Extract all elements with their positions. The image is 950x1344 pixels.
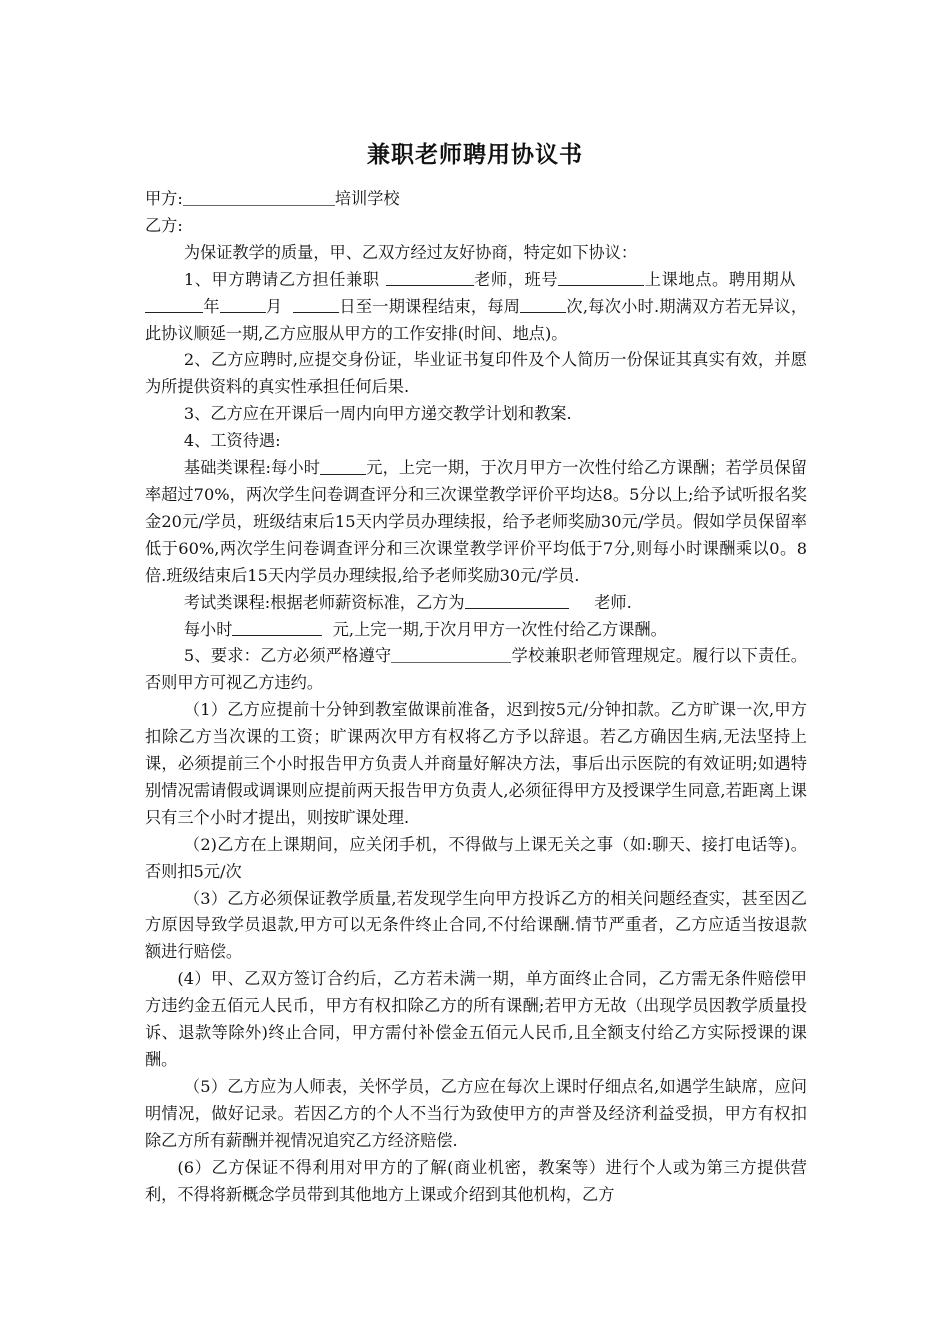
day-blank[interactable] <box>293 295 339 313</box>
clause-5 <box>145 643 807 697</box>
clause-1-text-a: 1、甲方聘请乙方担任兼职 <box>183 269 380 289</box>
exam-hourly-text-a: 每小时 <box>183 619 233 639</box>
party-a-line <box>145 186 807 213</box>
clause-3: 3、乙方应在开课后一周内向甲方递交教学计划和教案. <box>183 404 572 424</box>
school-name-blank[interactable] <box>391 645 511 663</box>
intro-paragraph: 为保证教学的质量，甲、乙双方经过友好协商，特定如下协议： <box>183 242 638 262</box>
clause-1-text-c: 上课地点 <box>644 269 713 289</box>
party-a-blank[interactable] <box>183 188 335 206</box>
exam-course-text-b: 老师. <box>594 592 632 612</box>
clause-1-text-f: 月 <box>265 296 283 316</box>
clause-5-text-b: 学校兼职老师管理规定。履行以下责任。否则甲方可视乙方违约。 <box>145 646 807 693</box>
clause-4-heading: 4、工资待遇: <box>183 431 281 451</box>
month-blank[interactable] <box>220 295 266 313</box>
year-blank[interactable] <box>145 295 203 313</box>
times-per-week-blank[interactable] <box>520 295 566 313</box>
party-b-line <box>145 213 807 240</box>
exam-hourly-pay <box>145 617 807 644</box>
requirement-2: （2)乙方在上课期间，应关闭手机，不得做与上课无关之事（如:聊天、接打电话等)。否则扣5元/次 <box>145 834 807 881</box>
clause-2: 2、乙方应聘时,应提交身份证，毕业证书复印件及个人简历一份保证其真实有效，并愿为所提供资料的真实性承担任何后果. <box>145 350 807 397</box>
exam-hourly-rate-blank[interactable] <box>232 618 322 636</box>
party-b-label: 乙方: <box>145 215 183 235</box>
clause-1-text-g: 日至一期课程结束，每周 <box>339 296 521 316</box>
clause-1 <box>145 267 807 348</box>
exam-hourly-text-b: 元,上完一期,于次月甲方一次性付给乙方课酬。 <box>332 619 667 639</box>
exam-course-pay <box>145 590 807 617</box>
requirement-4: (4）甲、乙双方签订合约后，乙方若未满一期，单方面终止合同，乙方需无条件赔偿甲方违约金五佰元人民币，甲方有权扣除乙方的所有课酬;若甲方无故（出现学员因教学质量投诉、退款等除外)终止合同，甲方需付补偿金五佰元人民币,且全额支付给乙方实际授课的课酬。 <box>145 969 807 1069</box>
position-blank[interactable] <box>386 268 474 286</box>
clause-1-text-h: 次,每次小时.期满双方若无异议，此协议顺延一期,乙方应服从甲方的工作安排(时间、地点)。 <box>145 296 808 343</box>
requirement-3: （3）乙方必须保证教学质量,若发现学生向甲方投诉乙方的相关问题经查实，甚至因乙方原因导致学员退款,甲方可以无条件终止合同,不付给课酬.情节严重者，乙方应适当按退款额进行赔偿。 <box>145 888 807 962</box>
clause-1-text-d: 。聘用期从 <box>712 269 797 289</box>
clause-5-text-a: 5、要求：乙方必须严格遵守 <box>183 646 392 666</box>
basic-course-text-b: 元，上完一期，于次月甲方一次性付给乙方课酬；若学员保留率超过70%，两次学生问卷调查评分和三次课堂教学评价平均达8。5分以上;给予试听报名奖金20元/学员，班级结束后15天内学员办理续报，给予老师奖励30元/学员。假如学员保留率低于60%,两次学生问卷调查评分和三次课堂教学评价平均低于7分,则每小时课酬乘以0。8倍.班级结束后15天内学员办理续报,给予老师奖励30元/学员. <box>145 458 807 585</box>
document-title: 兼职老师聘用协议书 <box>367 142 583 168</box>
requirement-1: （1）乙方应提前十分钟到教室做课前准备，迟到按5元/分钟扣款。乙方旷课一次,甲方扣除乙方当次课的工资；旷课两次甲方有权将乙方予以辞退。若乙方确因生病,无法坚持上课，必须提前三个小时报告甲方负责人并商量好解决方法，事后出示医院的有效证明;如遇特别情况需请假或调课则应提前两天报告甲方负责人,必须征得甲方及授课学生同意,若距离上课只有三个小时才提出，则按旷课处理. <box>145 700 807 827</box>
document-body <box>145 186 807 1208</box>
class-number-blank[interactable] <box>558 268 644 286</box>
basic-course-text-a: 基础类课程:每小时 <box>183 458 321 478</box>
basic-course-pay <box>145 455 807 590</box>
requirement-6: (6）乙方保证不得利用对甲方的了解(商业机密，教案等）进行个人或为第三方提供营利，不得将新概念学员带到其他地方上课或介绍到其他机构，乙方 <box>145 1157 807 1204</box>
exam-course-text-a: 考试类课程:根据老师薪资标准，乙方为 <box>183 592 465 612</box>
requirement-5: （5）乙方应为人师表，关怀学员，乙方应在每次上课时仔细点名,如遇学生缺席，应问明情况，做好记录。若因乙方的个人不当行为致使甲方的声誉及经济利益受损，甲方有权扣除乙方所有薪酬并视情况追究乙方经济赔偿. <box>145 1076 807 1150</box>
clause-1-text-e: 年 <box>203 296 220 316</box>
party-a-label: 甲方: <box>145 189 183 208</box>
basic-hourly-rate-blank[interactable] <box>320 457 366 475</box>
party-a-suffix: 培训学校 <box>334 189 400 208</box>
teacher-level-blank[interactable] <box>465 591 569 609</box>
clause-1-text-b: 老师，班号 <box>473 269 559 289</box>
